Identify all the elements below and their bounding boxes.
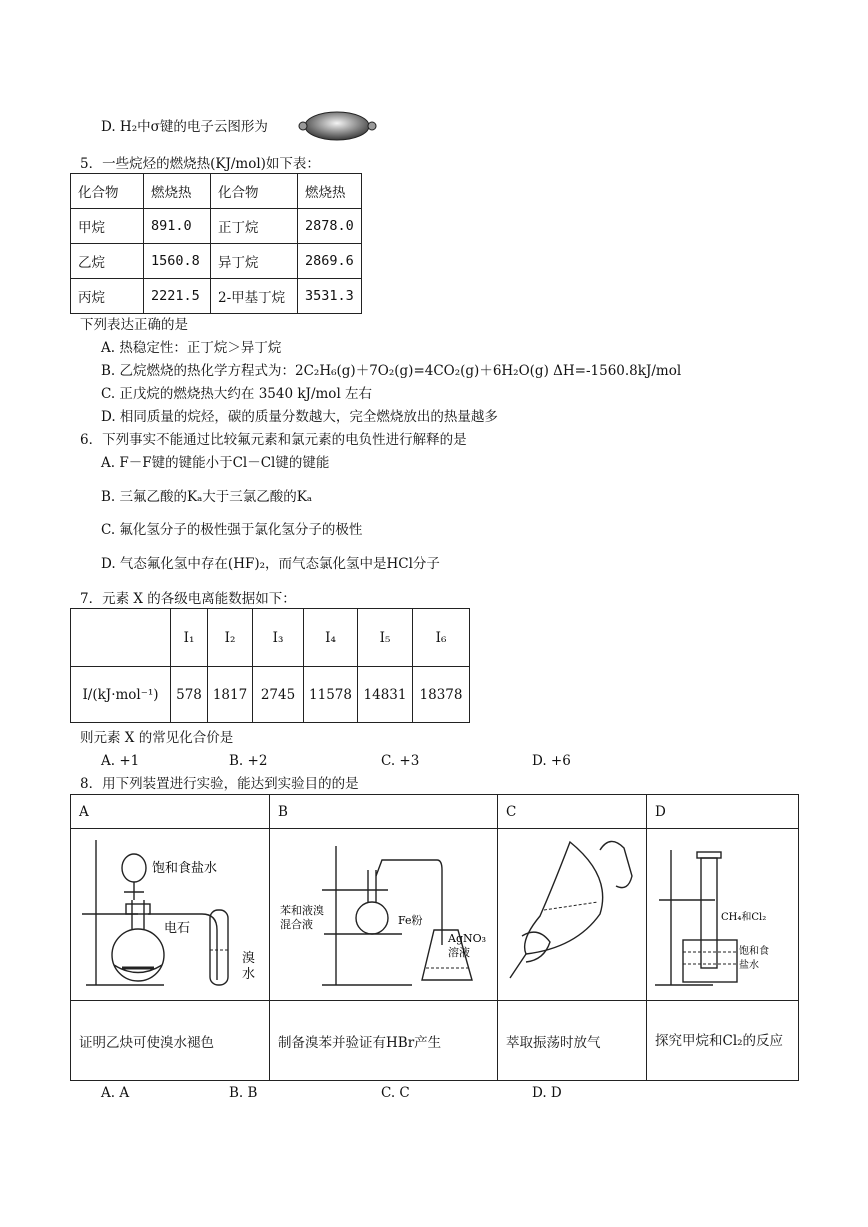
q5-stem: 5．一些烷烃的燃烧热(KJ/mol)如下表：	[80, 156, 320, 172]
purpose-cell: 制备溴苯并验证有HBr产生	[270, 1001, 498, 1081]
table-cell: 2869.6	[298, 244, 362, 279]
table-header-cell: C	[498, 795, 647, 829]
table-header-cell: D	[647, 795, 799, 829]
q6-option-d: D. 气态氟化氢中存在(HF)₂，而气态氯化氢中是HCl分子	[101, 556, 440, 572]
purpose-cell: 探究甲烷和Cl₂的反应	[647, 1001, 799, 1081]
q4-option-d: D. H₂中σ键的电子云图形为	[101, 119, 268, 135]
q8-option-b: B. B	[229, 1085, 258, 1101]
q6-option-a: A. F－F键的键能小于Cl－Cl键的键能	[101, 455, 330, 471]
table-header-cell: B	[270, 795, 498, 829]
table-cell: 11578	[304, 667, 358, 723]
table-cell: 3531.3	[298, 279, 362, 314]
table-row	[71, 279, 362, 314]
purpose-cell: 证明乙炔可使溴水褪色	[71, 1001, 270, 1081]
d-gas-label: CH₄和Cl₂	[721, 912, 767, 923]
q6-stem: 6．下列事实不能通过比较氟元素和氯元素的电负性进行解释的是	[80, 432, 467, 448]
table-cell: 异丁烷	[211, 244, 298, 279]
table-header-cell: I₃	[253, 609, 304, 667]
table-row	[71, 244, 362, 279]
q6-option-b: B. 三氟乙酸的Kₐ大于三氯乙酸的Kₐ	[101, 489, 313, 505]
a-funnel-label: 饱和食盐水	[152, 861, 218, 876]
table-cell: 2-甲基丁烷	[211, 279, 298, 314]
q7-option-a: A. +1	[101, 753, 140, 769]
table-header-cell: 化合物	[211, 174, 298, 209]
table-cell: 2878.0	[298, 209, 362, 244]
d-water-label-2: 盐水	[739, 960, 759, 971]
q7-option-d: D. +6	[532, 753, 571, 769]
q5-option-b: B. 乙烷燃烧的热化学方程式为：2C₂H₆(g)＋7O₂(g)=4CO₂(g)＋6H₂O(g) ΔH=-1560.8kJ/mol	[101, 363, 682, 379]
d-water-label-1: 饱和食	[739, 946, 769, 957]
q7-option-c: C. +3	[381, 753, 420, 769]
b-mix-label-1: 苯和液溴	[280, 904, 324, 917]
q8-option-c: C. C	[381, 1085, 410, 1101]
q5-question: 下列表达正确的是	[80, 317, 188, 333]
q6-option-c: C. 氟化氢分子的极性强于氯化氢分子的极性	[101, 522, 363, 538]
q7-stem: 7．元素 X 的各级电离能数据如下：	[80, 591, 296, 607]
table-cell: 正丁烷	[211, 209, 298, 244]
table-row	[71, 209, 362, 244]
q8-stem: 8．用下列装置进行实验，能达到实验目的的是	[80, 776, 359, 792]
table-cell: 18378	[413, 667, 470, 723]
a-flask-label: 电石	[164, 921, 191, 936]
table-cell: 1817	[208, 667, 253, 723]
table-cell: 578	[171, 667, 208, 723]
apparatus-a-figure	[72, 830, 268, 998]
q8-option-d: D. D	[532, 1085, 562, 1101]
b-ag-label-2: 溶液	[448, 946, 470, 959]
table-row-label: I/(kJ·mol⁻¹)	[71, 667, 171, 723]
table-header-cell: I₅	[358, 609, 413, 667]
table-header-row	[71, 795, 799, 829]
table-cell: 乙烷	[71, 244, 144, 279]
table-header-cell: I₄	[304, 609, 358, 667]
table-header-cell: 燃烧热	[144, 174, 211, 209]
table-header-row	[71, 609, 470, 667]
table-cell: 甲烷	[71, 209, 144, 244]
b-mix-label-2: 混合液	[280, 918, 313, 931]
q5-option-a: A. 热稳定性：正丁烷＞异丁烷	[101, 340, 282, 356]
sigma-orbital-icon	[298, 110, 380, 142]
q7-option-b: B. +2	[229, 753, 268, 769]
a-tube-label-1: 溴	[242, 951, 256, 966]
table-header-row	[71, 174, 362, 209]
purpose-cell: 萃取振荡时放气	[498, 1001, 647, 1081]
table-header-cell: 燃烧热	[298, 174, 362, 209]
b-fe-label: Fe粉	[398, 914, 423, 927]
table-row	[71, 667, 470, 723]
a-tube-label-2: 水	[242, 967, 256, 982]
q7-question: 则元素 X 的常见化合价是	[80, 730, 234, 746]
q8-option-a: A. A	[101, 1085, 130, 1101]
table-cell: 2745	[253, 667, 304, 723]
apparatus-b-figure	[272, 830, 494, 998]
purpose-row	[71, 1001, 799, 1081]
table-header-cell: I₁	[171, 609, 208, 667]
table-cell: 2221.5	[144, 279, 211, 314]
q5-option-d: D. 相同质量的烷烃，碳的质量分数越大，完全燃烧放出的热量越多	[101, 409, 498, 425]
apparatus-c-figure	[500, 830, 640, 998]
table-header-cell: A	[71, 795, 270, 829]
table-cell: 丙烷	[71, 279, 144, 314]
q5-option-c: C. 正戊烷的燃烧热大约在 3540 kJ/mol 左右	[101, 386, 373, 402]
table-header-cell: 化合物	[71, 174, 144, 209]
table-header-cell	[71, 609, 171, 667]
table-header-cell: I₆	[413, 609, 470, 667]
apparatus-d-figure	[645, 830, 795, 998]
table-header-cell: I₂	[208, 609, 253, 667]
table-cell: 14831	[358, 667, 413, 723]
table-cell: 1560.8	[144, 244, 211, 279]
table-cell: 891.0	[144, 209, 211, 244]
b-ag-label-1: AgNO₃	[448, 932, 487, 945]
combustion-heat-table	[70, 173, 362, 314]
ionization-energy-table	[70, 608, 470, 723]
